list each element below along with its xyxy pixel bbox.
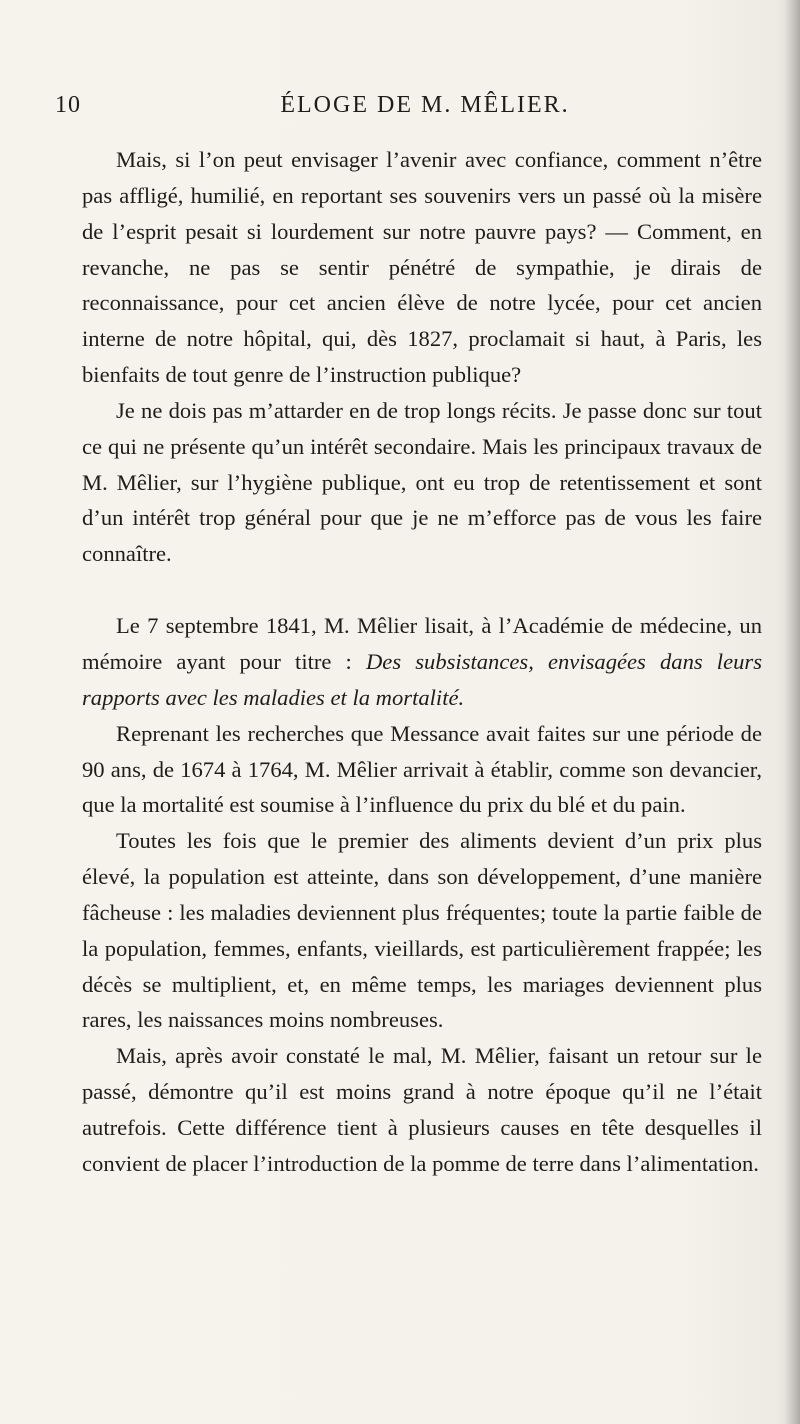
paragraph-4: Reprenant les recherches que Messance avait faites sur une période de 90 ans, de 1674 à 1764, M. Mêlier arrivait à établir, comme son devancier, que la mortalité est soumise à l’influence du prix du blé et du pain.	[82, 720, 762, 818]
paragraph-2: Je ne dois pas m’attarder en de trop longs récits. Je passe donc sur tout ce qui ne présente qu’un intérêt secondaire. Mais les principaux travaux de M. Mêlier, sur l’hygiène publique, ont eu trop de retentissement et sont d’un intérêt trop général pour que je ne m’efforce pas de vous les faire connaître.	[82, 397, 762, 567]
memoir-title: Des subsistances, envisagées dans leurs rapports avec les maladies et la mortalité.	[82, 648, 762, 710]
running-head	[55, 92, 755, 128]
paragraph-3-text: Le 7 septembre 1841, M. Mêlier lisait, à l’Académie de médecine, un mémoire ayant pour titre :	[82, 613, 762, 674]
paragraph-3	[82, 608, 762, 716]
running-title: ÉLOGE DE M. MÊLIER.	[280, 92, 570, 118]
page-edge-shadow	[784, 0, 800, 1424]
body-text	[82, 142, 762, 1182]
paragraph-5: Toutes les fois que le premier des aliments devient d’un prix plus élevé, la population est atteinte, dans son développement, d’une manière fâcheuse : les maladies deviennent plus fréquentes; toute la partie faible de la population, femmes, enfants, vieillards, est particulièrement frappée; les décès se multiplient, et, en même temps, les mariages deviennent plus rares, les naissances moins nombreuses.	[82, 828, 762, 1033]
paragraph-1: Mais, si l’on peut envisager l’avenir avec confiance, comment n’être pas affligé, humilié, en reportant ses souvenirs vers un passé où la misère de l’esprit pesait si lourdement sur notre pauvre pays? — Comment, en revanche, ne pas se sentir pénétré de sympathie, je dirais de reconnaissance, pour cet ancien élève de notre lycée, pour cet ancien interne de notre hôpital, qui, dès 1827, proclamait si haut, à Paris, les bienfaits de tout genre de l’instruction publique?	[82, 147, 762, 388]
page-number: 10	[55, 92, 81, 118]
paragraph-6: Mais, après avoir constaté le mal, M. Mêlier, faisant un retour sur le passé, démontre qu’il est moins grand à notre époque qu’il ne l’était autrefois. Cette différence tient à plusieurs causes en tête desquelles il convient de placer l’introduction de la pomme de terre dans l’alimentation.	[82, 1043, 762, 1176]
